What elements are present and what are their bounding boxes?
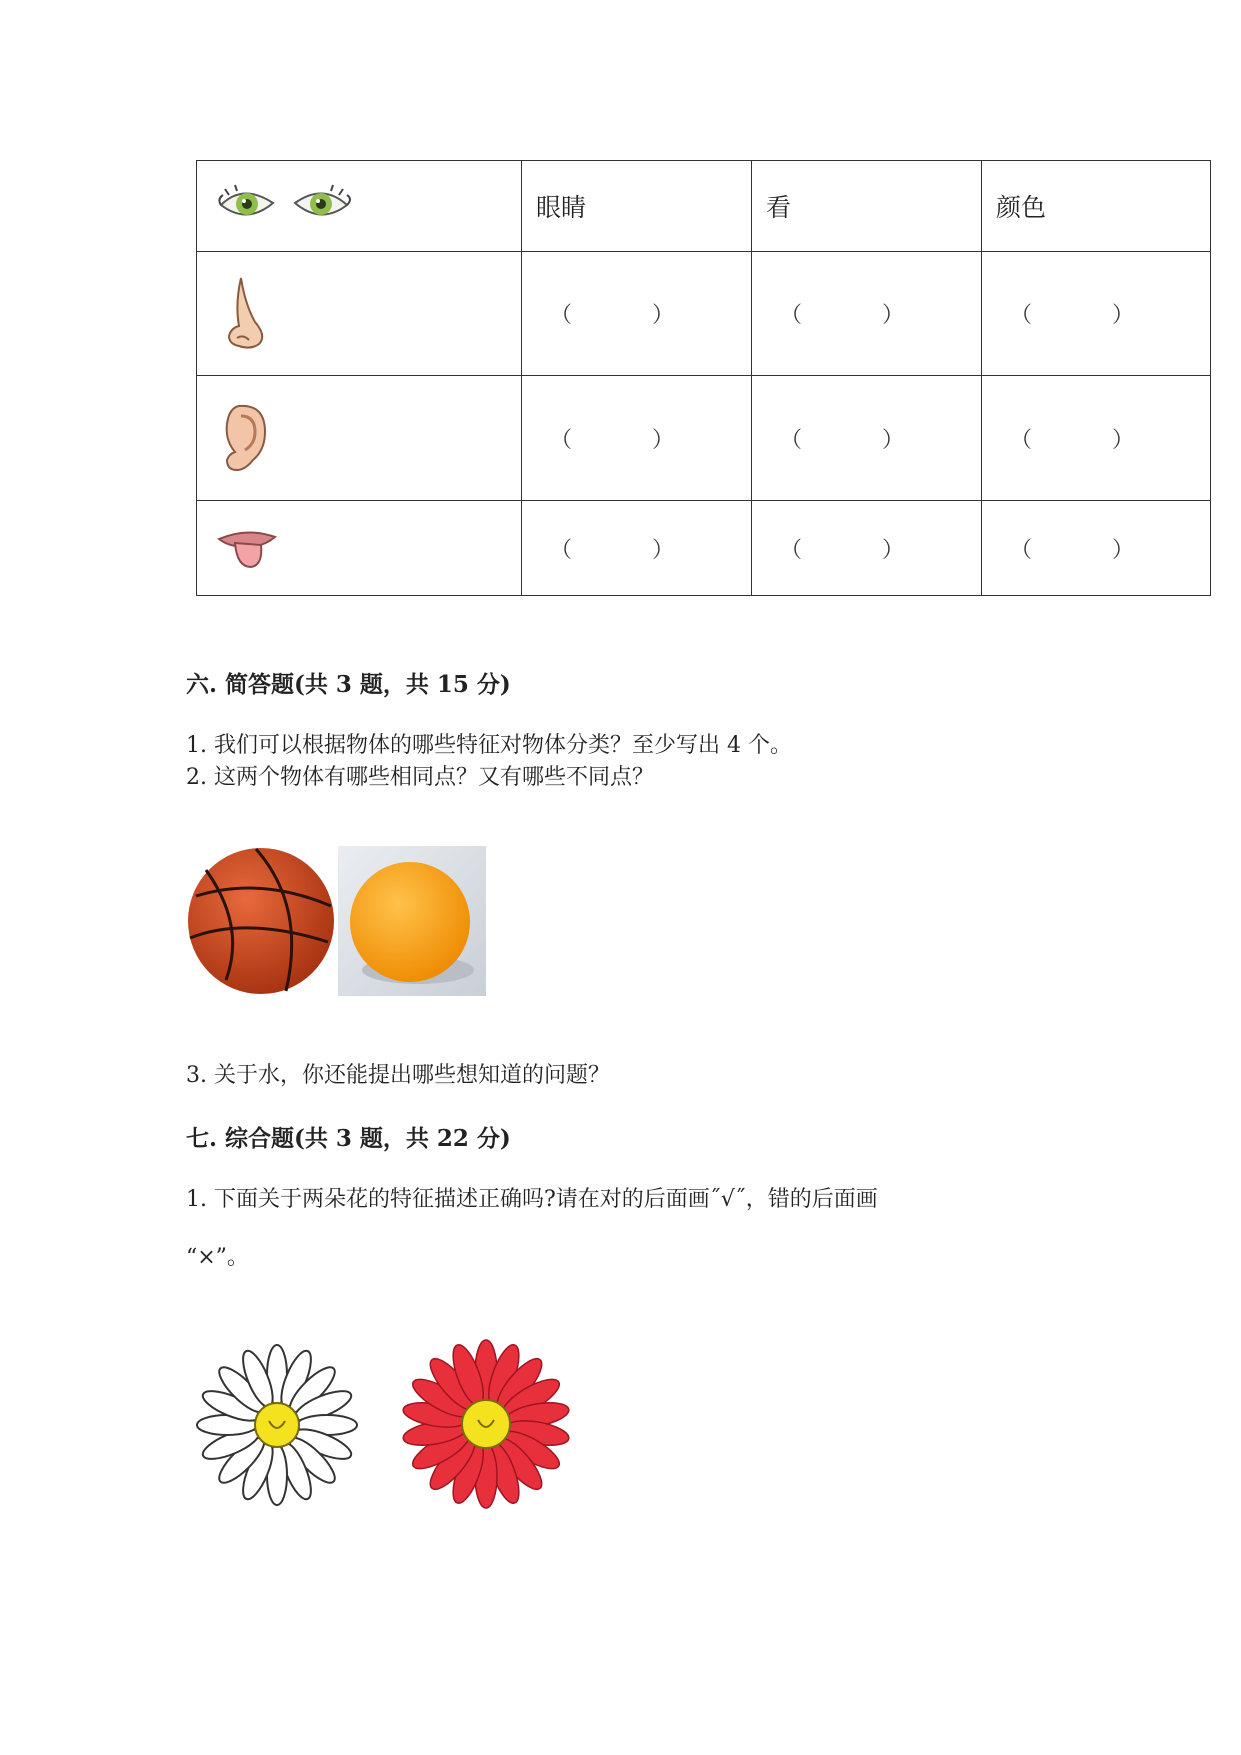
section-7-title: 七. 综合题(共 3 题，共 22 分) [186,1125,511,1152]
question-6-2: 2. 这两个物体有哪些相同点？又有哪些不同点？ [186,765,654,790]
nose-icon [215,274,275,354]
answer-blank[interactable]: （ ） [752,252,982,376]
white-daisy-image [192,1340,362,1510]
answer-blank[interactable]: （ ） [752,501,982,596]
ping-pong-ball-image [338,846,486,996]
ear-icon [215,400,275,476]
answer-blank[interactable]: （ ） [982,376,1211,501]
answer-blank[interactable]: （ ） [982,501,1211,596]
nose-cell [197,252,522,376]
eyes-icon [215,179,355,233]
question-7-1-line2: “×”。 [186,1245,249,1270]
mouth-cell [197,501,522,596]
header-feature: 颜色 [996,193,1047,222]
senses-table [196,160,1211,596]
header-cell [982,161,1211,252]
header-organ: 眼睛 [536,193,587,222]
question-7-1-line1: 1. 下面关于两朵花的特征描述正确吗?请在对的后面画˝√˝，错的后面画 [186,1187,878,1212]
eyes-cell [197,161,522,252]
mouth-tongue-icon [215,523,279,573]
basketball-image [186,846,336,996]
answer-blank[interactable]: （ ） [752,376,982,501]
answer-blank[interactable]: （ ） [982,252,1211,376]
answer-blank[interactable]: （ ） [522,501,752,596]
header-cell [752,161,982,252]
question-6-3: 3. 关于水，你还能提出哪些想知道的问题？ [186,1063,610,1088]
question-6-1: 1. 我们可以根据物体的哪些特征对物体分类？至少写出 4 个。 [186,733,792,758]
header-cell [522,161,752,252]
red-daisy-image [398,1336,574,1512]
section-6-title: 六. 简答题(共 3 题，共 15 分) [186,671,511,698]
ear-cell [197,376,522,501]
answer-blank[interactable]: （ ） [522,252,752,376]
answer-blank[interactable]: （ ） [522,376,752,501]
header-action: 看 [766,193,792,222]
